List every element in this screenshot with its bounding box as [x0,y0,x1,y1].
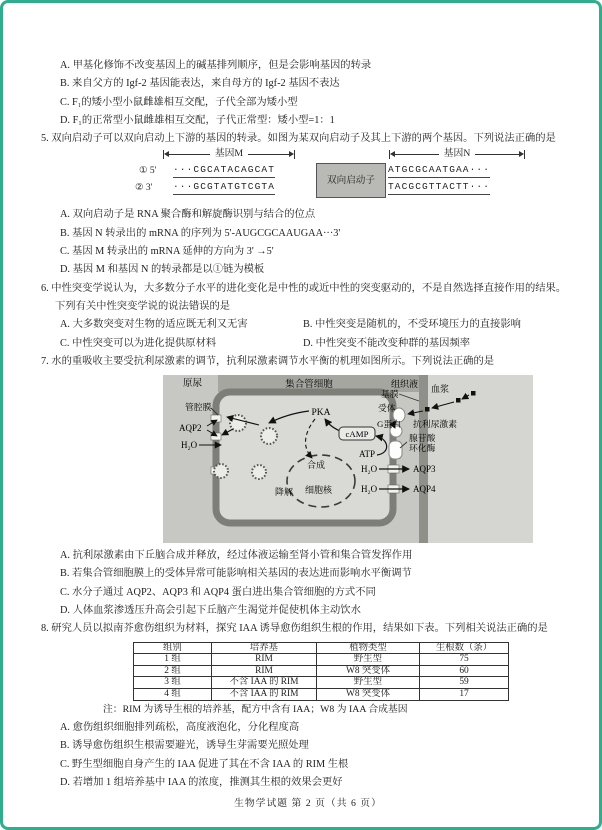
table-header-row [134,642,509,654]
q7-option-b: B. 若集合管细胞膜上的受体异常可能影响相关基因的表达进而影响水平衡调节 [60,568,412,580]
q5-option-b: B. 基因 N 转录出的 mRNA 的序列为 5'-AUGCGCAAUGAA···3' [60,227,341,239]
cell-plant-type: W8 突变体 [317,665,420,677]
gene-m-label: 基因M [214,148,244,160]
gene-m-line2 [248,154,289,155]
cell-group: 4 组 [134,689,212,701]
label-degradation: 降解 [275,487,294,498]
q7-option-d: D. 人体血浆渗透压升高会引起下丘脑产生渴觉并促使机体主动饮水 [60,605,361,617]
cell-medium: RIM [212,665,317,677]
label-receptor: 受体 [378,403,396,414]
label-h2o-right1: H₂O [361,464,378,475]
cell-group: 2 组 [134,665,212,677]
label-adenylate-cyclase-1: 腺苷酸 [409,433,436,444]
strand1-label: ① 5' [139,166,157,177]
exam-content [3,3,599,813]
label-adenylate-cyclase-2: 环化酶 [409,443,436,454]
label-synthesis: 合成 [307,460,326,471]
q6-option-a: A. 大多数突变对生物的适应既无利又无害 [60,319,248,331]
aqp2-channel [211,433,221,440]
cell-plant-type: 野生型 [317,677,420,689]
seq-top-right: ATGCGCAATGAA··· [388,164,490,178]
q6-stem-line2: 下列有关中性突变学说的说法错误的是 [55,300,231,312]
cell-root-count: 17 [420,689,509,701]
label-pka: PKA [311,408,331,419]
q6-option-c: C. 中性突变可以为进化提供原材料 [60,337,217,349]
seq-bottom-left: ···GCGTATGTCGTA [173,181,275,195]
vesicle [261,428,277,444]
gene-n-right-tick [524,150,525,159]
q8-table-note: 注：RIM 为诱导生根的培养基，配方中含有 IAA；W8 为 IAA 合成基因 [103,703,408,715]
cell-medium: 不含 IAA 的 RIM [212,677,317,689]
gene-n-span [389,148,525,160]
q7-stem: 7. 水的重吸收主要受抗利尿激素的调节，抗利尿激素调节水平衡的机理如图所示。下列说法正确的是 [41,355,495,367]
gene-m-right-tick [294,150,295,159]
cell-plant-type: W8 突变体 [317,689,420,701]
gene-n-label: 基因N [443,148,471,160]
q5-dna-figure [133,149,533,205]
cell-plant-type: 野生型 [317,654,420,666]
q8-option-c: C. 野生型细胞自身产生的 IAA 促进了其在不含 IAA 的 RIM 生根 [60,758,349,770]
gene-n-line2 [475,154,519,155]
seq-top-left: ···CGCATACAGCAT [173,164,275,178]
label-luminal-membrane: 管腔膜 [185,402,212,413]
label-primary-urine: 原尿 [183,379,203,390]
label-tissue-fluid: 组织液 [391,379,419,390]
label-h2o-right2: H₂O [361,484,378,495]
q4-option-c: C. F₁的矮小型小鼠雌雄相互交配，子代全部为矮小型 [60,96,298,108]
col-header-plant-type: 植物类型 [317,642,420,654]
q6-stem-line1: 6. 中性突变学说认为，大多数分子水平的进化变化是中性的或近中性的突变驱动的，不是自然选择直接作用的结果。 [41,282,567,294]
q4-option-b: B. 来自父方的 Igf-2 基因能表达，来自母方的 Igf-2 基因不表达 [60,78,340,90]
label-aqp2: AQP2 [179,423,202,434]
q8-option-d: D. 若增加 1 组培养基中 IAA 的浓度，推测其生根的效果会更好 [60,776,343,788]
gene-m-line [169,154,210,155]
adh-molecule [471,391,476,396]
q7-cell-diagram [163,375,533,543]
adenylate-cyclase-shape [389,441,402,459]
table-row [134,689,509,701]
label-aqp4: AQP4 [413,484,436,495]
q5-option-a: A. 双向启动子是 RNA 聚合酶和解旋酶识别与结合的位点 [60,209,316,221]
cell-root-count: 59 [420,677,509,689]
label-aqp3: AQP3 [413,464,436,475]
page-footer: 生物学试题 第 2 页（共 6 页） [234,798,382,810]
cell-group: 1 组 [134,654,212,666]
table-row [134,654,509,666]
table-row [134,677,509,689]
q6-options-row1 [41,316,575,334]
bidirectional-promoter-box: 双向启动子 [316,163,386,198]
gene-m-span [163,148,295,160]
q5-stem: 5. 双向启动子可以双向启动上下游的基因的转录。如图为某双向启动子及其上下游的两个基因。下列说法正确的是 [41,133,556,145]
cell-root-count: 60 [420,665,509,677]
q7-option-a: A. 抗利尿激素由下丘脑合成并释放，经过体液运输至肾小管和集合管发挥作用 [60,550,413,562]
cell-medium: 不含 IAA 的 RIM [212,689,317,701]
q4-option-d: D. F₁的正常型小鼠雌雄相互交配，子代正常型：矮小型=1：1 [60,114,335,126]
adh-molecule [456,398,461,403]
plasma-region [428,375,533,543]
vesicle [230,415,246,431]
q4-option-a: A. 甲基化修饰不改变基因上的碱基排列顺序，但是会影响基因的转录 [60,60,372,71]
gene-n-line [395,154,439,155]
label-camp: cAMP [345,429,369,440]
table-row [134,665,509,677]
q5-option-d: D. 基因 M 和基因 N 的转录都是以①链为模板 [60,264,265,276]
vesicle [214,464,228,478]
seq-bottom-right: TACGCGTTACTT··· [388,181,490,195]
cell-group: 3 组 [134,677,212,689]
basement-membrane-strip [419,375,428,543]
q5-option-c: C. 基因 M 转录出的 mRNA 延伸的方向为 3' →5' [60,246,274,258]
label-adh: 抗利尿激素 [413,419,457,430]
adh-molecule [425,407,430,412]
cell-medium: RIM [212,654,317,666]
label-basement-membrane: 基膜 [381,389,399,400]
label-plasma: 血浆 [431,384,450,395]
label-h2o-left: H₂O [181,440,198,451]
q6-option-b: B. 中性突变是随机的，不受环境压力的直接影响 [303,319,521,331]
label-g-protein: G蛋白 [377,419,401,430]
label-atp: ATP [359,449,376,460]
q6-options-row2 [41,335,575,353]
q8-results-table [133,642,509,701]
strand2-label: ② 3' [135,183,153,194]
q8-option-a: A. 愈伤组织细胞排列疏松，高度液泡化，分化程度高 [60,721,300,733]
cell-root-count: 75 [420,654,509,666]
vesicle [252,465,266,479]
col-header-root-count: 生根数（条） [420,642,509,654]
q6-option-d: D. 中性突变不能改变种群的基因频率 [303,337,471,349]
q8-stem: 8. 研究人员以拟南芥愈伤组织为材料，探究 IAA 诱导愈伤组织生根的作用，结果如下表。下列相关说法正确的是 [41,623,548,635]
label-collecting-duct-cell: 集合管细胞 [285,380,333,391]
q7-option-c: C. 水分子通过 AQP2、AQP3 和 AQP4 蛋白进出集合管细胞的方式不同 [60,586,376,598]
q8-option-b: B. 诱导愈伤组织生根需要避光，诱导生芽需要光照处理 [60,740,309,752]
label-nucleus: 细胞核 [305,485,333,496]
col-header-medium: 培养基 [212,642,317,654]
col-header-group: 组别 [134,642,212,654]
